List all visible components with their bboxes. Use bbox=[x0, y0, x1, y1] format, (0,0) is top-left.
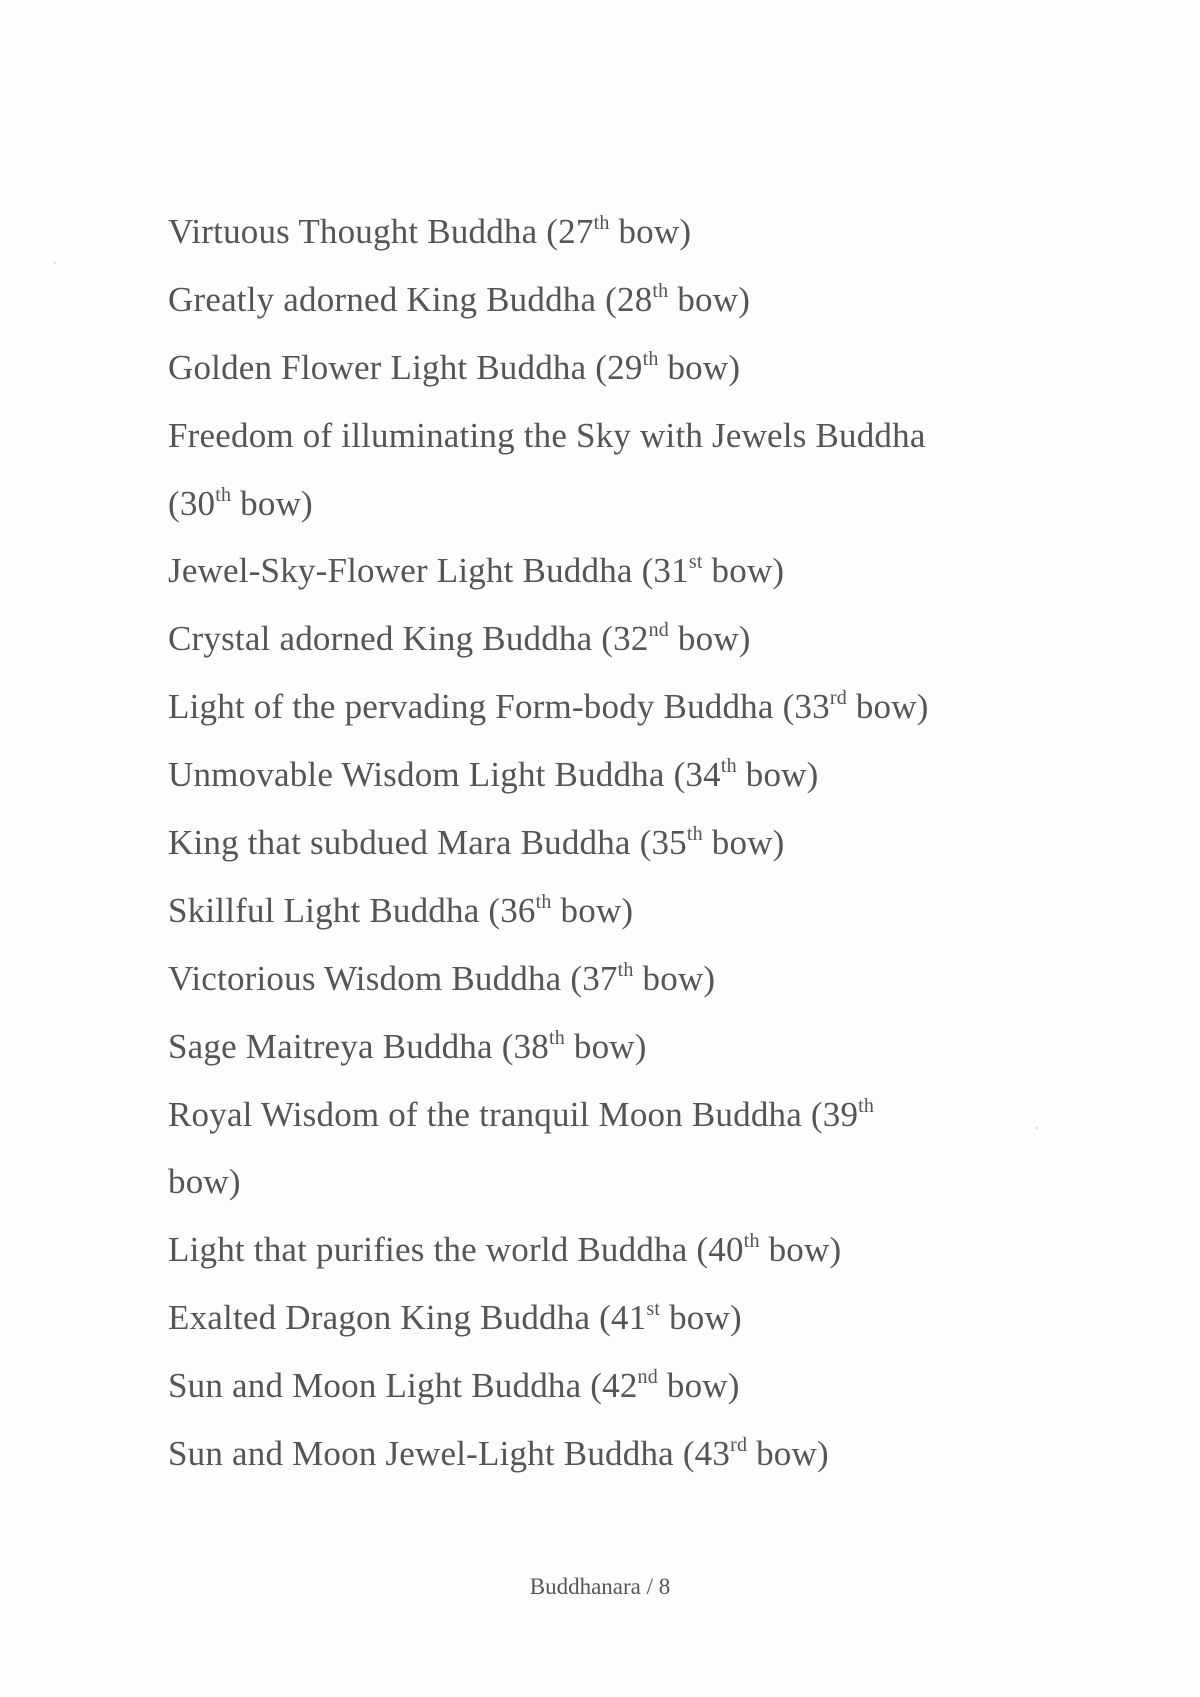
list-line: Victorious Wisdom Buddha (37th bow) bbox=[168, 958, 716, 998]
list-line: King that subdued Mara Buddha (35th bow) bbox=[168, 823, 785, 863]
list-line: Light that purifies the world Buddha (40th bow) bbox=[168, 1230, 842, 1270]
list-line: Golden Flower Light Buddha (29th bow) bbox=[168, 347, 741, 387]
list-line: Exalted Dragon King Buddha (41st bow) bbox=[168, 1298, 742, 1338]
list-line: (30th bow) bbox=[168, 483, 313, 523]
buddha-name-list bbox=[168, 198, 1048, 1488]
list-line: bow) bbox=[168, 1162, 241, 1202]
list-line: Freedom of illuminating the Sky with Jewels Buddha bbox=[168, 415, 926, 455]
list-line: Sage Maitreya Buddha (38th bow) bbox=[168, 1026, 647, 1066]
list-line: Crystal adorned King Buddha (32nd bow) bbox=[168, 619, 751, 659]
list-line: Royal Wisdom of the tranquil Moon Buddha (39th bbox=[168, 1094, 875, 1134]
list-line: Virtuous Thought Buddha (27th bow) bbox=[168, 212, 692, 251]
page-footer: Buddhanara / 8 bbox=[529, 1574, 671, 1599]
scan-speck bbox=[1036, 1127, 1038, 1129]
list-line: Sun and Moon Light Buddha (42nd bow) bbox=[168, 1366, 740, 1406]
list-line: Skillful Light Buddha (36th bow) bbox=[168, 890, 634, 930]
list-line: Light of the pervading Form-body Buddha (33rd bow) bbox=[168, 687, 929, 727]
list-line: Jewel-Sky-Flower Light Buddha (31st bow) bbox=[168, 551, 785, 591]
list-line: Greatly adorned King Buddha (28th bow) bbox=[168, 279, 751, 319]
list-line: Sun and Moon Jewel-Light Buddha (43rd bow) bbox=[168, 1434, 829, 1474]
list-line: Unmovable Wisdom Light Buddha (34th bow) bbox=[168, 755, 819, 795]
scan-speck bbox=[54, 262, 56, 264]
